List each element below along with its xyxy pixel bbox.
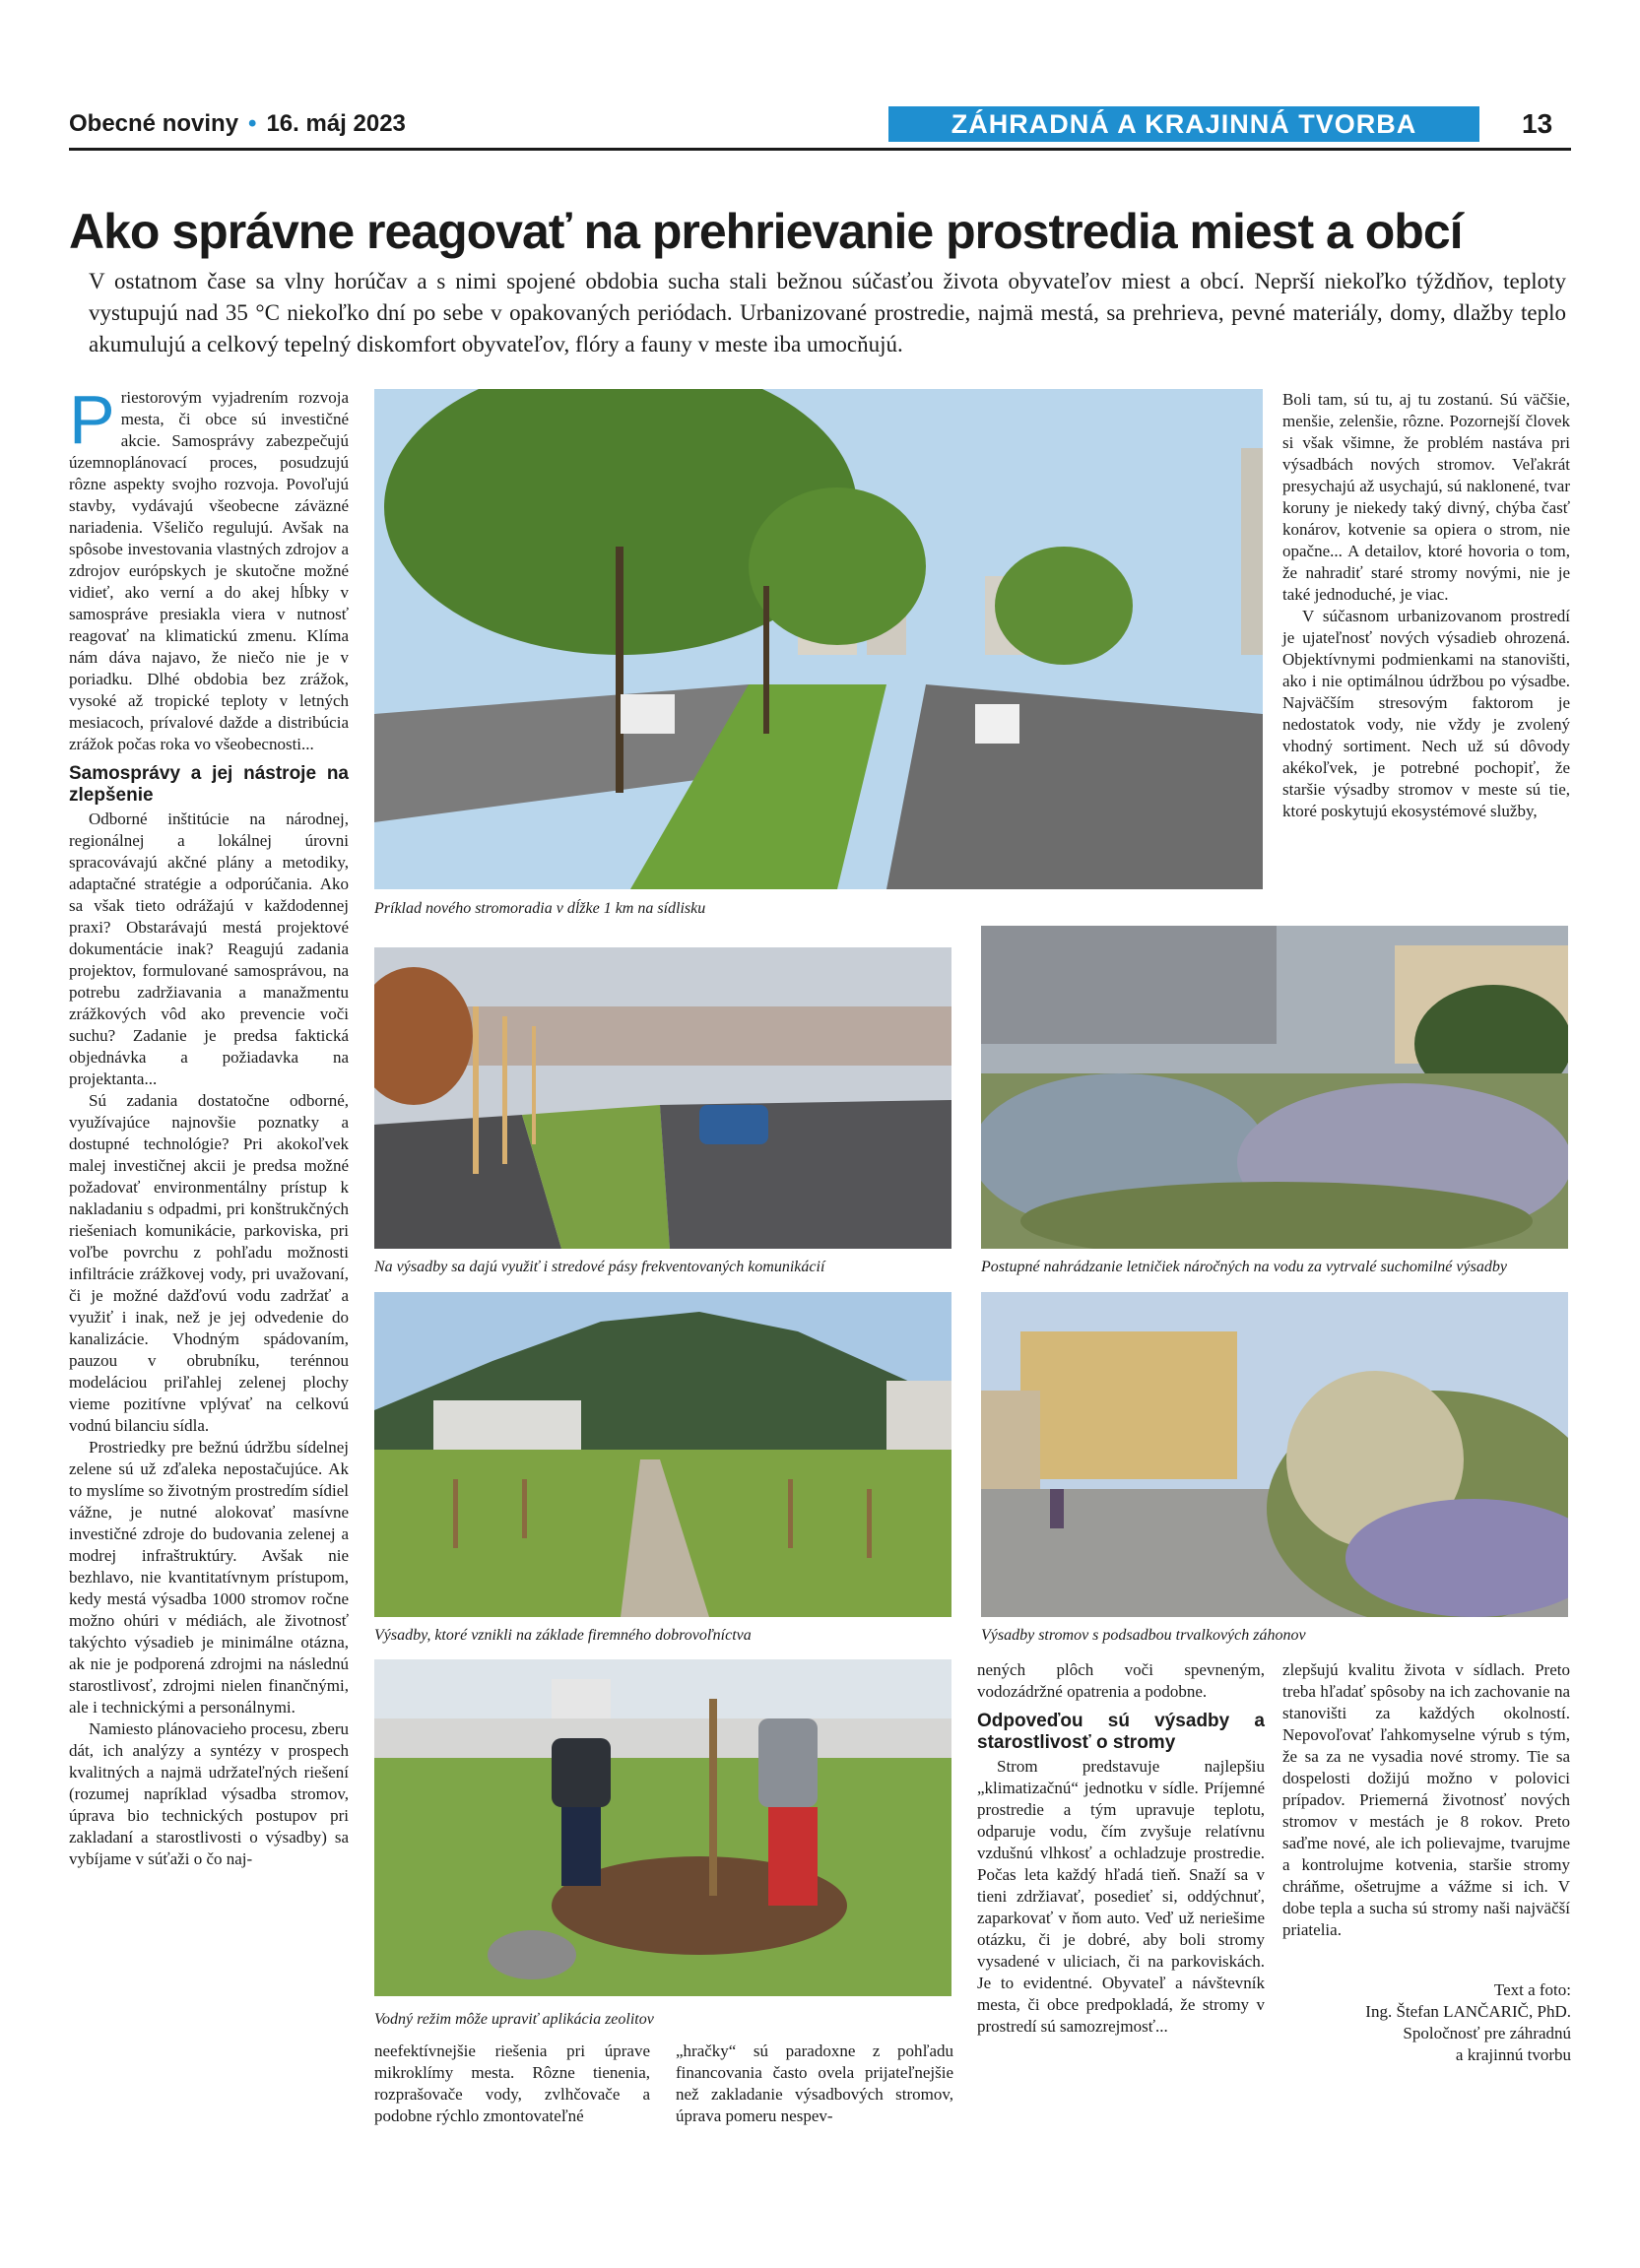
drop-cap: P	[69, 381, 115, 458]
subheading: Odpoveďou sú výsadby a starostlivosť o stromy	[977, 1711, 1265, 1753]
photo-dry-perennials	[981, 926, 1568, 1249]
paragraph: Prostriedky pre bežnú údržbu sídelnej zelene sú už zďaleka nepostačujúce. Ak to myslíme so životným prostredím sídiel vážne, je nutné alokovať masívne investičné zdroje do budovania zelenej a modrej infraštruktúry. Avšak nie bezhlavo, nie kvantitatívnym prístupom, kedy mestá výsadba 1000 stromov ročne možno ohúri v médiách, ale životnosť takýchto výsadieb je minimálne otázna, ak nie je podporená zdrojmi na následnú starostlivosť, zdrojmi nielen finančnými, ale i technickými a personálnymi.	[69, 1438, 349, 1717]
author-name: Ing. Štefan LANČARIČ, PhD.	[1365, 2002, 1571, 2021]
photo-volunteer-planting-image	[374, 1292, 951, 1617]
paragraph: nených plôch voči spevneným, vodozádržné opatrenia a podobne.	[977, 1660, 1265, 1701]
caption-photo-4: Výsadby, ktoré vznikli na základe firemného dobrovoľníctva	[374, 1627, 752, 1644]
newspaper-name: Obecné noviny	[69, 110, 239, 137]
photo-volunteer-planting	[374, 1292, 951, 1617]
photo-street-perennials-image	[981, 1292, 1568, 1617]
paragraph: Odborné inštitúcie na národnej, regionálnej a lokálnej úrovni spracovávajú akčné plány a metodiky, adaptačné stratégie a odporúčania. Ako sa však tieto odrážajú v každodennej praxi? Obstarávajú mestá projektové dokumentácie inak? Reagujú zadania projektov, formulované samosprávou, na potrebu zadržiavania a manažmentu zrážkových vôd ako prevencie voči suchu? Zadanie je predsa faktická objednávka a požiadavka na projektanta...	[69, 810, 349, 1088]
paragraph: V súčasnom urbanizovanom prostredí je ujateľnosť nových výsadieb ohrozená. Objektívnymi podmienkami na stanovišti, ako i nie optimálnou údržbou po výsadbe. Najväčším stresovým faktorom je nedostatok vody, nie vždy je zvolený vhodný sortiment. Nech už sú dôvody akékoľvek, je potrebné pochopiť, že staršie výsadby stromov v meste sú tie, ktoré poskytujú ekosystémové služby,	[1282, 607, 1570, 820]
signature-line: Text a foto:	[1493, 1980, 1571, 1999]
column-1	[69, 381, 349, 1870]
paragraph: Sú zadania dostatočne odborné, využívajúce najnovšie poznatky a dostupné technológie? Pri akokoľvek malej investičnej akcii je predsa možné požadovať environmentálny prístup k nakladaniu s odpadmi, pri konštrukčných riešeniach komunikácie, parkoviska, pri voľbe povrchu z pohľadu možnosti infiltrácie zrážkovej vody, pri uvažovaní, či je možné dažďovú vodu zadržať a využiť i inak, než je jej odvedenie do kanalizácie. Vhodným spádovaním, pauzou v obrubníku, terénnou modeláciou priľahlej zelenej plochy vieme pozitívne vplývať na celkovú vodnú bilanciu sídla.	[69, 1091, 349, 1435]
issue-date: 16. máj 2023	[266, 110, 406, 137]
signature-line: a krajinnú tvorbu	[1455, 2045, 1571, 2064]
subheading: Samosprávy a jej nástroje na zlepšenie	[69, 763, 349, 806]
header-divider	[69, 148, 1571, 151]
signature-line: Spoločnosť pre záhradnú	[1403, 2024, 1571, 2042]
caption-photo-6: Vodný režim môže upraviť aplikácia zeolitov	[374, 2011, 654, 2028]
caption-photo-2: Na výsadby sa dajú využiť i stredové pásy frekventovaných komunikácií	[374, 1259, 825, 1275]
column-3-bottom	[977, 1659, 1265, 2038]
photo-median-strip-image	[374, 947, 951, 1249]
photo-zeolite-planting	[374, 1659, 951, 1996]
column-4-bottom	[1282, 1659, 1570, 1941]
caption-photo-1: Príklad nového stromoradia v dĺžke 1 km na sídlisku	[374, 900, 706, 917]
photo-median-strip	[374, 947, 951, 1249]
column-right-top	[1282, 389, 1570, 822]
paragraph: Strom predstavuje najlepšiu „klimatizačnú“ jednotku v sídle. Príjemné prostredie a tým upravuje teplotu, odparuje vodu, čím zvyšuje relatívnu vzdušnú vlhkosť a ochladzuje prostredie. Počas leta každý hľadá tieň. Snaží sa v tieni zdržiavať, posedieť si, oddýchnuť, zaparkovať v ňom auto. Veď už neriešime otázku, či je dobré, aby boli stromy vysadené v uliciach, či na parkoviskách. Je to evidentné. Obyvateľ a návštevník mesta, či obce predpokladá, že stromy v prostredí sú samozrejmosť...	[977, 1757, 1265, 2036]
column-2-bottom	[374, 2041, 650, 2127]
paragraph: zlepšujú kvalitu života v sídlach. Preto treba hľadať spôsoby na ich zachovanie na stanovišti za každých okolností. Nepovoľovať ľahkomyselne výrub s tým, že sa za ne vysadia nové stromy. Tie sa dospelosti dožijú možno v polovici prípadov. Priemerná životnosť nových stromov v mestách je 8 rokov. Preto saďme nové, ale ich polievajme, tvarujme a kontrolujme kotvenia, staršie stromy chráňme, ošetrujme a vážme si ich. V dobe tepla a sucha sú stromy naši najväčší priatelia.	[1282, 1660, 1570, 1939]
paragraph: neefektívnejšie riešenia pri úprave mikroklímy mesta. Rôzne tienenia, rozprašovače vody, zvlhčovače a podobne rýchlo zmontovateľné	[374, 2041, 650, 2125]
photo-street-perennials	[981, 1292, 1568, 1617]
caption-photo-3: Postupné nahrádzanie letničiek náročných na vodu za vytrvalé suchomilné výsadby	[981, 1259, 1507, 1275]
column-3-bottom-continued	[676, 2041, 953, 2127]
photo-tree-avenue-image	[374, 389, 1263, 889]
paragraph: Boli tam, sú tu, aj tu zostanú. Sú väčšie, menšie, zelenšie, rôzne. Pozornejší človek si však všimne, že problém nastáva pri výsadbách nových stromov. Veľakrát presychajú až usychajú, sú naklonené, tvar koruny je niekedy taký divný, chýba časť konárov, kotvenie sa opiera o strom, nie opačne... A detailov, ktoré hovoria o tom, že nahradiť staré stromy novými, nie je také jednoduché, je viac.	[1282, 390, 1570, 604]
photo-zeolite-planting-image	[374, 1659, 951, 1996]
photo-tree-avenue	[374, 389, 1263, 889]
paragraph: „hračky“ sú paradoxne z pohľadu financovania často ovela prijateľnejšie než zakladanie výsadbových stromov, úprava pomeru nespev-	[676, 2041, 953, 2125]
paragraph: riestorovým vyjadrením rozvoja mesta, či obce sú investičné akcie. Samosprávy zabezpečujú územnoplánovací proces, posudzujú rôzne aspekty svojho rozvoja. Povoľujú stavby, vydávajú všeobecne záväzné nariadenia. Všeličo regulujú. Avšak na spôsobe investovania vlastných zdrojov a zdrojov európskych je skutočne možné vidieť, ako verní a do akej hĺbky v samospráve presiakla viera v nutnosť reagovať na klimatickú zmenu. Klíma nám dáva najavo, že niečo nie je v poriadku. Dlhé obdobia bez zrážok, vysoké až tropické teploty v letných mesiacoch, prívalové dažde a distribúcia zrážok počas roka vo všeobecnosti...	[69, 388, 349, 753]
caption-photo-5: Výsadby stromov s podsadbou trvalkových záhonov	[981, 1627, 1306, 1644]
photo-dry-perennials-image	[981, 926, 1568, 1249]
paragraph: Namiesto plánovacieho procesu, zberu dát, ich analýzy a syntézy v prospech kvalitných a najmä udržateľných riešení (rozumej napríklad výsadba stromov, úprava bio technických postupov pri zakladaní a starostlivosti o výsadby) sa vybíjame v súťaži o čo naj-	[69, 1719, 349, 1868]
article-lead: V ostatnom čase sa vlny horúčav a s nimi spojené obdobia sucha stali bežnou súčasťou života obyvateľov miest a obcí. Neprší niekoľko týždňov, teploty vystupujú nad 35 °C niekoľko dní po sebe v opakovaných periódach. Urbanizované prostredie, najmä mestá, sa prehrieva, pevné materiály, domy, dlažby teplo akumulujú a celkový tepelný diskomfort obyvateľov, flóry a fauny v meste iba umocňujú.	[89, 269, 1566, 356]
author-signature	[1365, 1979, 1571, 2066]
newspaper-header	[69, 106, 406, 142]
section-banner: ZÁHRADNÁ A KRAJINNÁ TVORBA	[888, 106, 1479, 142]
article-title: Ako správne reagovať na prehrievanie prostredia miest a obcí	[69, 204, 1463, 259]
bullet-icon: •	[248, 110, 257, 137]
page-number: 13	[1522, 108, 1553, 139]
